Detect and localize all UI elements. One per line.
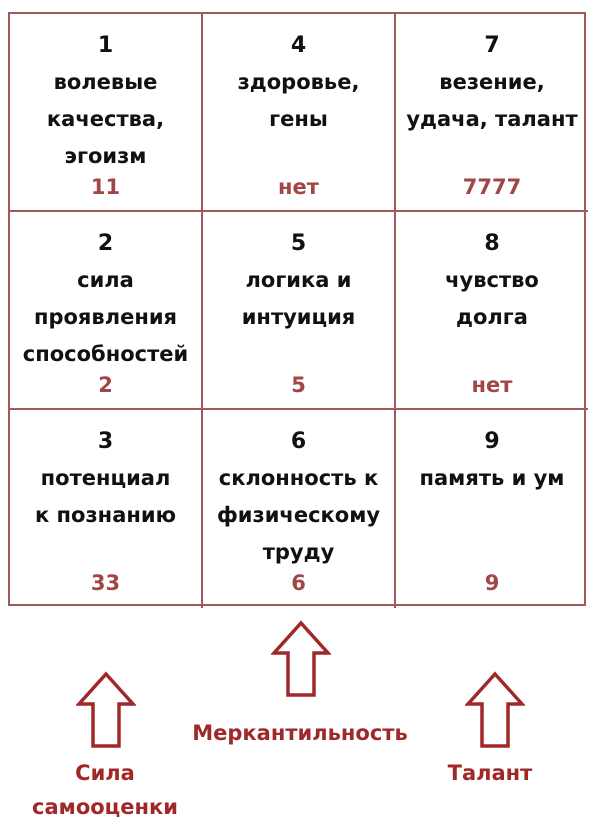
caption-mercantilism: Меркантильность — [192, 721, 408, 745]
cell-4 — [203, 14, 396, 212]
arrow-up-icon — [271, 620, 331, 698]
cell-1 — [10, 14, 203, 212]
cell-description: склонность к физическому труду — [216, 466, 381, 564]
cell-number: 3 — [97, 429, 114, 454]
cell-number: 8 — [484, 231, 500, 256]
cell-description: везение, удача, талант — [406, 70, 578, 131]
cell-description: память и ум — [419, 466, 565, 490]
cell-value: 9 — [484, 571, 500, 595]
cell-value: 2 — [98, 373, 113, 397]
cell-3 — [10, 410, 203, 608]
cell-value: 33 — [90, 571, 121, 595]
cell-value: нет — [278, 175, 319, 199]
cell-description: чувство долга — [445, 268, 539, 329]
cell-number: 6 — [290, 429, 307, 454]
cell-9 — [396, 410, 588, 608]
caption-self-esteem: Сила самооценки — [32, 761, 178, 819]
cell-description: потенциал к познанию — [34, 466, 177, 527]
cell-description: сила проявления способностей — [22, 268, 189, 366]
arrow-up-icon — [465, 671, 525, 749]
cell-number: 4 — [290, 33, 307, 58]
cell-7 — [396, 14, 588, 212]
cell-5 — [203, 212, 396, 410]
arrow-up-icon — [76, 671, 136, 749]
cell-6 — [203, 410, 396, 608]
cell-number: 1 — [97, 33, 114, 58]
cell-number: 5 — [290, 231, 307, 256]
psychomatrix-grid — [8, 12, 586, 606]
cell-description: волевые качества, эгоизм — [46, 70, 165, 168]
cell-description: здоровье, гены — [237, 70, 360, 131]
cell-value: 11 — [90, 175, 121, 199]
cell-description: логика и интуиция — [241, 268, 356, 329]
cell-value: 6 — [291, 571, 306, 595]
cell-number: 9 — [484, 429, 500, 454]
cell-value: 5 — [291, 373, 306, 397]
caption-talent: Талант — [447, 761, 533, 785]
cell-8 — [396, 212, 588, 410]
cell-2 — [10, 212, 203, 410]
cell-value: нет — [471, 373, 513, 397]
cell-number: 7 — [484, 33, 500, 58]
cell-value: 7777 — [462, 175, 522, 199]
cell-number: 2 — [97, 231, 114, 256]
